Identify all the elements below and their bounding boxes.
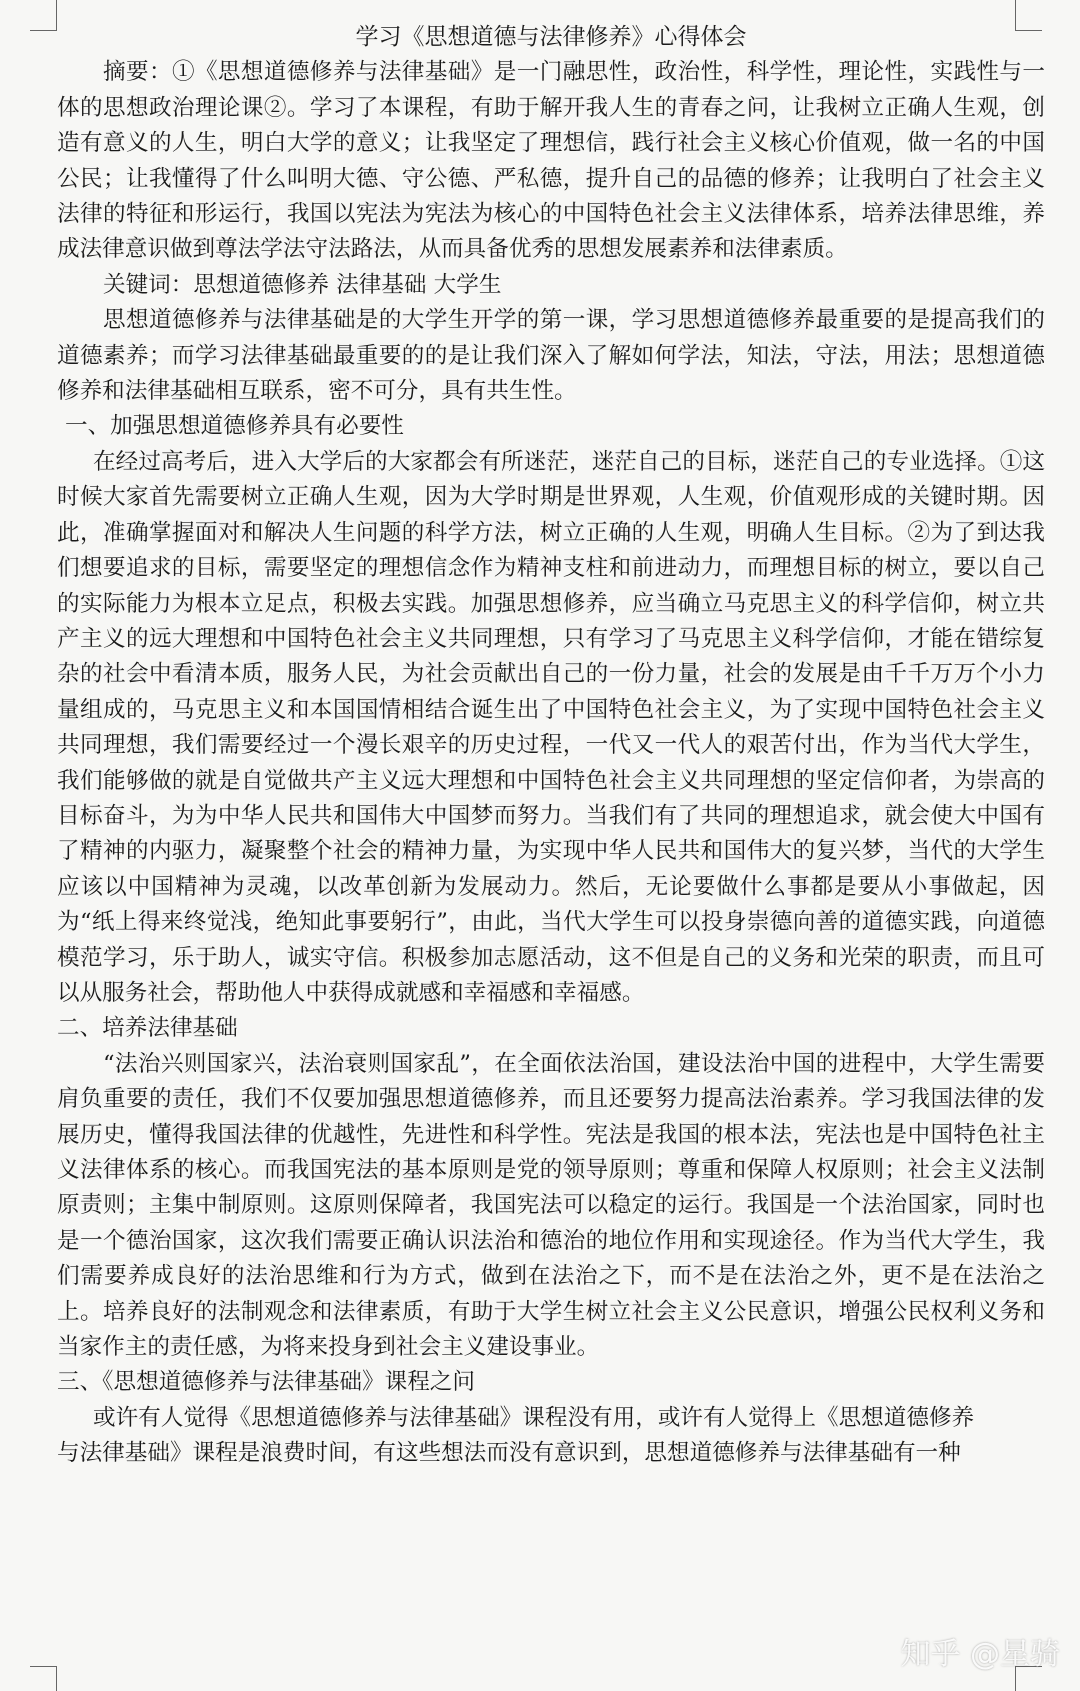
section1-paragraph: 在经过高考后，进入大学后的大家都会有所迷茫，迷茫自己的目标，迷茫自己的专业选择。①这时候大家首先需要树立正确人生观，因为大学时期是世界观，人生观，价值观形成的关键时期。因此，准确掌握面对和解决人生问题的科学方法，树立正确的人生观，明确人生目标。②为了到达我们想要追求的目标，需要坚定的理想信念作为精神支柱和前进动力，而理想目标的树立，要以自己的实际能力为根本立足点，积极去实践。加强思想修养，应当确立马克思主义的科学信仰，树立共产主义的远大理想和中国特色社会主义共同理想，只有学习了马克思主义科学信仰，才能在错综复杂的社会中看清本质，服务人民，为社会贡献出自己的一份力量，社会的发展是由千千万万个小力量组成的，马克思主义和本国国情相结合诞生出了中国特色社会主义，为了实现中国特色社会主义共同理想，我们需要经过一个漫长艰辛的历史过程，一代又一代人的艰苦付出，作为当代大学生，我们能够做的就是自觉做共产主义远大理想和中国特色社会主义共同理想的坚定信仰者，为崇高的目标奋斗，为为中华人民共和国伟大中国梦而努力。当我们有了共同的理想追求，就会使大中国有了精神的内驱力，凝聚整个社会的精神力量，为实现中华人民共和国伟大的复兴梦，当代的大学生应该以中国精神为灵魂，以改革创新为发展动力。然后，无论要做什么事都是要从小事做起，因为“纸上得来终觉浅，绝知此事要躬行”，由此，当代大学生可以投身崇德向善的道德实践，向道德模范学习，乐于助人，诚实守信。积极参加志愿活动，这不但是自己的义务和光荣的职责，而且可以从服务社会，帮助他人中获得成就感和幸福感和幸福感。 (57, 448, 1045, 1006)
zhihu-watermark (900, 1629, 1060, 1673)
section2-heading: 二、培养法律基础 (57, 1015, 238, 1042)
document-title: 学习《思想道德与法律修养》心得体会 (355, 24, 747, 50)
section3-heading: 三、《思想道德修养与法律基础》课程之问 (57, 1369, 475, 1396)
section3-paragraph-line2: 与法律基础》课程是浪费时间，有这些想法而没有意识到，思想道德修养与法律基础有一种 (57, 1440, 961, 1467)
keywords-line: 关键词：思想道德修养 法律基础 大学生 (103, 271, 502, 298)
section3-paragraph-line1: 或许有人觉得《思想道德修养与法律基础》课程没有用，或许有人觉得上《思想道德修养 (93, 1404, 975, 1431)
crop-mark-top-left (30, 0, 57, 31)
section1-heading: 一、加强思想道德修养具有必要性 (65, 413, 404, 440)
intro-paragraph: 思想道德修养与法律基础是的大学生开学的第一课，学习思想道德修养最重要的是提高我们的道德素养；而学习法律基础最重要的的是让我们深入了解如何学法，知法，守法，用法；思想道德修养和法律基础相互联系，密不可分，具有共生性。 (57, 307, 1045, 405)
section2-paragraph: “法治兴则国家兴，法治衰则国家乱”，在全面依法治国，建设法治中国的进程中，大学生需要肩负重要的责任，我们不仅要加强思想道德修养，而且还要努力提高法治素养。学习我国法律的发展历史，懂得我国法律的优越性，先进性和科学性。宪法是我国的根本法，宪法也是中国特色社主义法律体系的核心。而我国宪法的基本原则是党的领导原则；尊重和保障人权原则；社会主义法制原责则；主集中制原则。这原则保障者，我国宪法可以稳定的运行。我国是一个法治国家，同时也是一个德治国家，这次我们需要正确认识法治和德治的地位作用和实现途径。作为当代大学生，我们需要养成良好的法治思维和行为方式，做到在法治之下，而不是在法治之外，更不是在法治之上。培养良好的法制观念和法律素质，有助于大学生树立社会主义公民意识，增强公民权利义务和当家作主的责任感，为将来投身到社会主义建设事业。 (57, 1050, 1045, 1361)
document-body (57, 20, 1045, 1472)
abstract-paragraph: 摘要：①《思想道德修养与法律基础》是一门融思性，政治性，科学性，理论性，实践性与一体的思想政治理论课②。学习了本课程，有助于解开我人生的青春之问，让我树立正确人生观，创造有意义的人生，明白大学的意义；让我坚定了理想信，践行社会主义核心价值观，做一名的中国公民；让我懂得了什么叫明大德、守公德、严私德，提升自己的品德的修养；让我明白了社会主义法律的特征和形运行，我国以宪法为宪法为核心的中国特色社会主义法律体系，培养法律思维，养成法律意识做到尊法学法守法路法，从而具备优秀的思想发展素养和法律素质。 (57, 59, 1045, 263)
crop-mark-bottom-left (30, 1666, 57, 1691)
watermark-text: 知乎 @星骑 (900, 1637, 1060, 1672)
